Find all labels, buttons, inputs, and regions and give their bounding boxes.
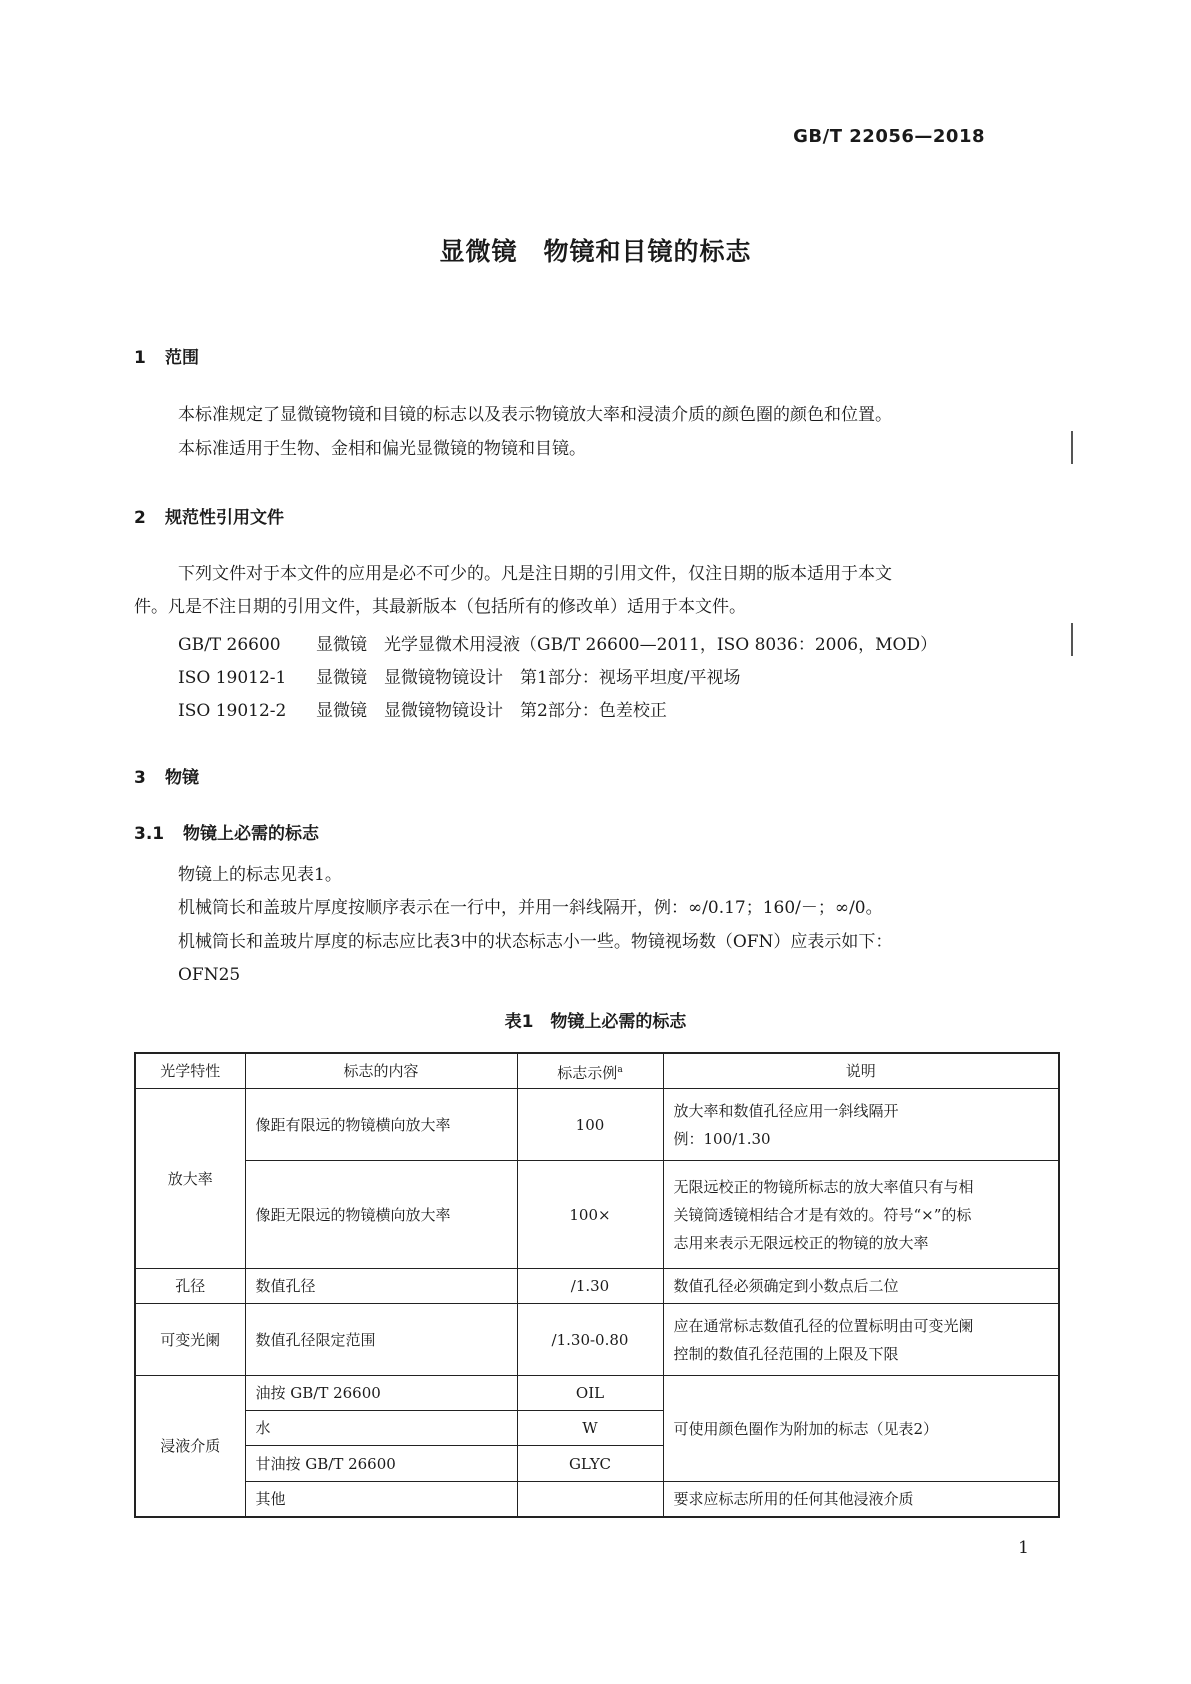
reference-item [178,696,667,721]
note-cell: 可使用颜色圈作为附加的标志（见表2） [663,1376,1059,1482]
content-cell: 像距无限远的物镜横向放大率 [245,1161,517,1269]
paragraph: 下列文件对于本文件的应用是必不可少的。凡是注日期的引用文件，仅注日期的版本适用于本文 [178,564,892,584]
note-line: 应在通常标志数值孔径的位置标明由可变光阑 [673,1316,974,1335]
table-header-row [135,1053,1059,1089]
section-number: 3.1 [134,824,165,844]
column-header: 标志的内容 [245,1053,517,1089]
property-cell: 可变光阑 [135,1304,245,1376]
example-cell: 100× [517,1161,663,1269]
example-cell: GLYC [517,1446,663,1482]
section-title: 规范性引用文件 [165,508,284,528]
example-cell: /1.30 [517,1269,663,1304]
example-cell: W [517,1411,663,1446]
standard-code: GB/T 22056—2018 [793,126,985,147]
note-cell: 要求应标志所用的任何其他浸液介质 [663,1482,1059,1517]
paragraph: 机械筒长和盖玻片厚度的标志应比表3中的状态标志小一些。物镜视场数（OFN）应表示如下： [178,932,893,952]
note-line: 志用来表示无限远校正的物镜的放大率 [673,1233,929,1252]
table-row [135,1376,1059,1411]
content-cell: 其他 [245,1482,517,1517]
column-header-text: 标志示例 [557,1063,618,1082]
paragraph: 本标准规定了显微镜物镜和目镜的标志以及表示物镜放大率和浸渍介质的颜色圈的颜色和位置。 [178,405,892,425]
note-line: 放大率和数值孔径应用一斜线隔开 [673,1101,899,1120]
section-1-heading [134,343,199,368]
note-cell: 数值孔径必须确定到小数点后二位 [663,1269,1059,1304]
content-cell: 数值孔径 [245,1269,517,1304]
reference-item [178,630,937,655]
change-bar [1071,623,1073,656]
reference-name: 显微镜 显微镜物镜设计 第2部分：色差校正 [316,701,667,721]
reference-name: 显微镜 光学显微术用浸液（GB/T 26600—2011，ISO 8036：2006，MOD） [316,635,938,655]
note-line: 无限远校正的物镜所标志的放大率值只有与相 [673,1177,974,1196]
change-bar [1071,431,1073,464]
section-3-1-heading [134,819,319,844]
note-cell [663,1304,1059,1376]
paragraph: 机械筒长和盖玻片厚度按顺序表示在一行中，并用一斜线隔开，例：∞/0.17；160/－；∞/0。 [178,898,883,918]
reference-name: 显微镜 显微镜物镜设计 第1部分：视场平坦度/平视场 [316,668,741,688]
paragraph: 本标准适用于生物、金相和偏光显微镜的物镜和目镜。 [178,439,586,459]
table-row [135,1089,1059,1161]
section-title: 物镜上必需的标志 [183,824,319,844]
reference-code: ISO 19012-2 [178,701,287,721]
column-header: 光学特性 [135,1053,245,1089]
section-title: 范围 [165,348,199,368]
section-number: 1 [134,348,146,368]
note-line: 例：100/1.30 [673,1129,771,1148]
section-number: 2 [134,508,146,528]
reference-code: GB/T 26600 [178,635,281,655]
property-cell: 放大率 [135,1089,245,1269]
table-row [135,1482,1059,1517]
document-title: 显微镜 物镜和目镜的标志 [439,237,752,266]
note-cell [663,1089,1059,1161]
content-cell: 数值孔径限定范围 [245,1304,517,1376]
paragraph: 物镜上的标志见表1。 [178,865,342,885]
example-cell: 100 [517,1089,663,1161]
note-line: 关镜筒透镜相结合才是有效的。符号“×”的标 [673,1205,972,1224]
content-cell: 像距有限远的物镜横向放大率 [245,1089,517,1161]
section-3-heading [134,763,199,788]
table-row [135,1304,1059,1376]
table-row [135,1269,1059,1304]
example-cell [517,1482,663,1517]
reference-item [178,663,741,688]
property-cell: 浸液介质 [135,1376,245,1517]
example-cell: /1.30-0.80 [517,1304,663,1376]
paragraph: 件。凡是不注日期的引用文件，其最新版本（包括所有的修改单）适用于本文件。 [134,597,746,617]
objective-marking-table [134,1052,1060,1518]
content-cell: 甘油按 GB/T 26600 [245,1446,517,1482]
note-cell [663,1161,1059,1269]
section-2-heading [134,503,284,528]
section-number: 3 [134,768,146,788]
content-cell: 水 [245,1411,517,1446]
example-cell: OIL [517,1376,663,1411]
footnote-marker: a [617,1064,623,1075]
page-number: 1 [1018,1538,1029,1558]
reference-code: ISO 19012-1 [178,668,287,688]
table-row [135,1161,1059,1269]
content-cell: 油按 GB/T 26600 [245,1376,517,1411]
note-line: 控制的数值孔径范围的上限及下限 [673,1344,899,1363]
column-header: 说明 [663,1053,1059,1089]
column-header [517,1053,663,1089]
paragraph: OFN25 [178,965,241,985]
section-title: 物镜 [165,768,199,788]
table-caption: 表1 物镜上必需的标志 [504,1012,687,1032]
property-cell: 孔径 [135,1269,245,1304]
